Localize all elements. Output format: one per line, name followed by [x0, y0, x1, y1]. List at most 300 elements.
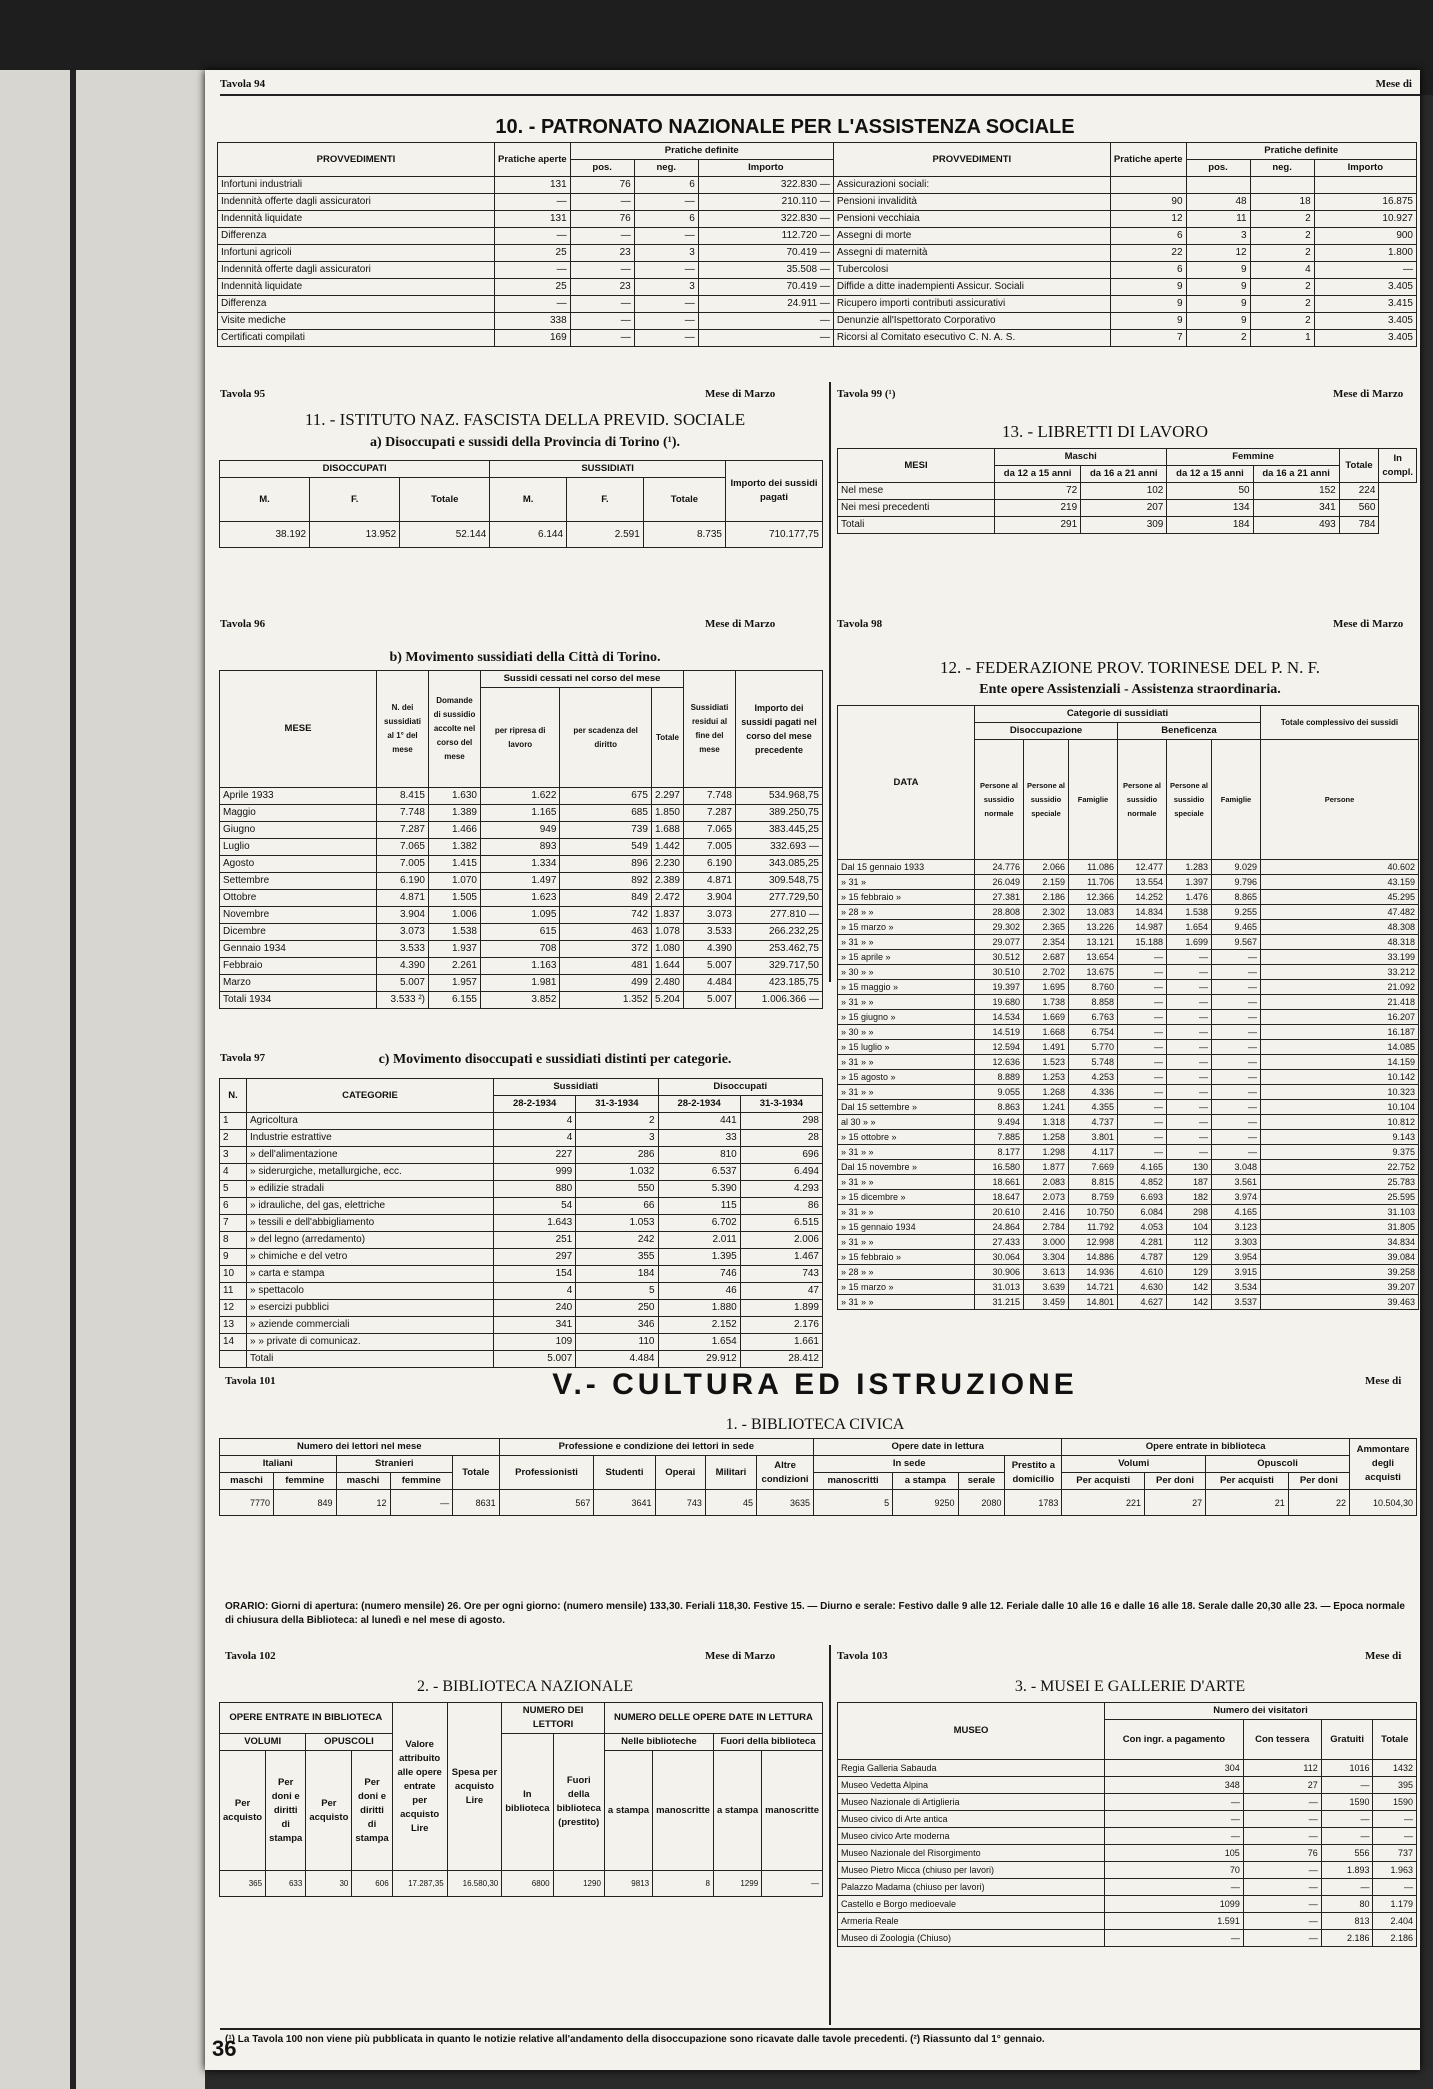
cell: 8.863: [975, 1100, 1024, 1115]
cell: 14: [220, 1334, 247, 1351]
table-row: [220, 856, 823, 873]
col-data: DATA: [838, 706, 975, 860]
col-museo: MUSEO: [838, 1703, 1105, 1760]
cell: 481: [560, 958, 652, 975]
cell: 2.083: [1024, 1175, 1069, 1190]
table-label-96: Tavola 96: [220, 618, 266, 630]
cell: Museo civico Arte moderna: [838, 1828, 1105, 1845]
cell: 9: [1186, 313, 1250, 330]
col-totale: Totale: [1373, 1720, 1417, 1760]
cell: 2.186: [1321, 1930, 1373, 1947]
cell: —: [1118, 1040, 1167, 1055]
cell: 1.643: [494, 1215, 576, 1232]
cell: » esercizi pubblici: [247, 1300, 494, 1317]
cell: 1016: [1321, 1760, 1373, 1777]
col-serale: serale: [958, 1473, 1005, 1490]
table-row: [220, 873, 823, 890]
table-row: [220, 522, 823, 548]
cell: —: [1212, 1055, 1261, 1070]
cell: Dal 15 gennaio 1933: [838, 860, 975, 875]
cell: 675: [560, 788, 652, 805]
col-famiglie: Famiglie: [1069, 740, 1118, 860]
cell: 54: [494, 1198, 576, 1215]
cell: 1299: [713, 1871, 761, 1897]
col-doni-o: Per doni e diritti di stampa: [352, 1751, 392, 1871]
table-11a-disoccupati: [219, 460, 823, 548]
cell: Maggio: [220, 805, 377, 822]
cell: 38.192: [220, 522, 310, 548]
cell: 2: [1250, 279, 1314, 296]
cell: 949: [481, 822, 560, 839]
cell: 250: [576, 1300, 658, 1317]
cell: 298: [740, 1113, 822, 1130]
cell: 14.519: [975, 1025, 1024, 1040]
col-f-2: F.: [567, 478, 644, 522]
table-row: [838, 1175, 1419, 1190]
cell: —: [1243, 1794, 1321, 1811]
cell: 5.770: [1069, 1040, 1118, 1055]
cell: 1.352: [560, 992, 652, 1009]
table-row: [220, 924, 823, 941]
table-row: [838, 1085, 1419, 1100]
col-m: M.: [220, 478, 310, 522]
cell: 900: [1314, 228, 1416, 245]
cell: 1590: [1373, 1794, 1417, 1811]
cell: 39.207: [1261, 1280, 1419, 1295]
cell: 3.303: [1212, 1235, 1261, 1250]
cell: 12: [1186, 245, 1250, 262]
col-militari: Militari: [705, 1456, 756, 1490]
cell: 3.048: [1212, 1160, 1261, 1175]
cell: 2: [1186, 330, 1250, 347]
cell: 1.179: [1373, 1896, 1417, 1913]
cell: 110: [576, 1334, 658, 1351]
col-persone-normale: Persone al sussidio normale: [975, 740, 1024, 860]
cell: —: [1118, 980, 1167, 995]
table-row: [220, 975, 823, 992]
cell: 1.053: [576, 1215, 658, 1232]
col-valore: Valore attribuito alle opere entrate per acquisto Lire: [392, 1703, 447, 1871]
table-row: [218, 313, 1417, 330]
cell: 266.232,25: [736, 924, 823, 941]
cell: —: [1373, 1828, 1417, 1845]
cell: 8: [220, 1232, 247, 1249]
cell: Gennaio 1934: [220, 941, 377, 958]
cell: 1.622: [481, 788, 560, 805]
table-row: [220, 907, 823, 924]
table-row: [838, 1235, 1419, 1250]
column-divider-2: [829, 1645, 831, 2025]
cell: 4.852: [1118, 1175, 1167, 1190]
table-10-patronato: [217, 142, 1417, 347]
cell: [1314, 177, 1416, 194]
cell: —: [1243, 1930, 1321, 1947]
cell: 2.297: [651, 788, 683, 805]
cell: [1250, 177, 1314, 194]
cell: 784: [1339, 517, 1379, 534]
table-row: [220, 1871, 823, 1897]
col-16-21-f: da 16 a 21 anni: [1253, 466, 1339, 483]
table-row: [838, 1160, 1419, 1175]
table-label-94: Tavola 94: [220, 78, 266, 90]
cell: 332.693 —: [736, 839, 823, 856]
table-row: [838, 1055, 1419, 1070]
cell: 9: [1186, 279, 1250, 296]
col-manoscritte-f: manoscritte: [762, 1751, 823, 1871]
cell: 12.998: [1069, 1235, 1118, 1250]
col-fuori: Fuori della biblioteca: [713, 1734, 822, 1751]
cell: 549: [560, 839, 652, 856]
col-in-biblioteca: In biblioteca: [502, 1734, 553, 1871]
cell: 2: [220, 1130, 247, 1147]
cell: 1.095: [481, 907, 560, 924]
cell: » edilizie stradali: [247, 1181, 494, 1198]
cell: —: [495, 296, 571, 313]
cell: 10.504,30: [1350, 1490, 1417, 1516]
cell: 10.142: [1261, 1070, 1419, 1085]
cell: » 30 » »: [838, 965, 975, 980]
page-number: 36: [212, 2036, 237, 2061]
table-row: [838, 1794, 1417, 1811]
cell: 47.482: [1261, 905, 1419, 920]
cell: —: [1243, 1862, 1321, 1879]
table-row: [220, 805, 823, 822]
table-biblioteca-nazionale: [219, 1702, 823, 1897]
cell: 2.302: [1024, 905, 1069, 920]
cell: 1.006: [429, 907, 481, 924]
cell: 329.717,50: [736, 958, 823, 975]
cell: —: [634, 194, 698, 211]
col-data-3: 28-2-1934: [658, 1096, 740, 1113]
table-row: [838, 517, 1417, 534]
table-row: [838, 860, 1419, 875]
cell: 298: [1167, 1205, 1212, 1220]
cell: 253.462,75: [736, 941, 823, 958]
cell: —: [1105, 1879, 1244, 1896]
cell: 3.852: [481, 992, 560, 1009]
col-maschi: Maschi: [995, 449, 1167, 466]
cell: 227: [494, 1147, 576, 1164]
cell: 30: [306, 1871, 352, 1897]
table-row: [838, 1930, 1417, 1947]
cell: 4.165: [1212, 1205, 1261, 1220]
cell: 28.808: [975, 905, 1024, 920]
cell: 4.871: [684, 873, 736, 890]
cell: 14.936: [1069, 1265, 1118, 1280]
cell: Indennità offerte dagli assicuratori: [218, 194, 495, 211]
cell: 2: [1250, 245, 1314, 262]
cell: » 31 » »: [838, 1055, 975, 1070]
col-importo: Importo: [698, 160, 833, 177]
cell: 26.049: [975, 875, 1024, 890]
cell: 1.070: [429, 873, 481, 890]
table-row: [220, 1490, 1417, 1516]
cell: Settembre: [220, 873, 377, 890]
cell: Ricupero importi contributi assicurativi: [833, 296, 1110, 313]
cell: 3.415: [1314, 296, 1416, 313]
cell: 35.508 —: [698, 262, 833, 279]
cell: —: [1118, 1085, 1167, 1100]
table-10-body: [218, 177, 1417, 347]
col-italiani: Italiani: [220, 1456, 337, 1473]
table-row: [220, 1351, 823, 1368]
cell: 1.899: [740, 1300, 822, 1317]
cell: 355: [576, 1249, 658, 1266]
cell: 2.687: [1024, 950, 1069, 965]
table-musei: [837, 1702, 1417, 1947]
column-divider: [829, 382, 831, 982]
cell: Totali 1934: [220, 992, 377, 1009]
cell: —: [1243, 1879, 1321, 1896]
col-studenti: Studenti: [594, 1456, 655, 1490]
table-row: [220, 1334, 823, 1351]
cell: 1.981: [481, 975, 560, 992]
table-row: [838, 1777, 1417, 1794]
table-row: [220, 822, 823, 839]
cell: —: [1314, 262, 1416, 279]
cell: 1.389: [429, 805, 481, 822]
cell: —: [570, 228, 634, 245]
cell: 1590: [1321, 1794, 1373, 1811]
cell: 3.954: [1212, 1250, 1261, 1265]
table-row: [838, 1845, 1417, 1862]
cell: 48: [1186, 194, 1250, 211]
col-persone: Persone: [1261, 740, 1419, 860]
cell: 3: [220, 1147, 247, 1164]
cell: Dal 15 settembre »: [838, 1100, 975, 1115]
cell: —: [1167, 1085, 1212, 1100]
cell: [1186, 177, 1250, 194]
col-maschi-s: maschi: [336, 1473, 390, 1490]
cell: 27.381: [975, 890, 1024, 905]
table-11c-subtitle: c) Movimento disoccupati e sussidiati distinti per categorie.: [378, 1052, 732, 1067]
biblioteca-nazionale-title: 2. - BIBLIOTECA NAZIONALE: [417, 1678, 633, 1695]
cell: 14.886: [1069, 1250, 1118, 1265]
cell: —: [1167, 980, 1212, 995]
cell: 14.534: [975, 1010, 1024, 1025]
cell: 423.185,75: [736, 975, 823, 992]
cell: 4: [494, 1283, 576, 1300]
cell: 1.080: [651, 941, 683, 958]
col-opere-lettura: NUMERO DELLE OPERE DATE IN LETTURA: [604, 1703, 822, 1734]
cell: 240: [494, 1300, 576, 1317]
cell: 1.241: [1024, 1100, 1069, 1115]
cell: Agosto: [220, 856, 377, 873]
cell: 16.187: [1261, 1025, 1419, 1040]
cell: 11.706: [1069, 875, 1118, 890]
cell: 5.390: [658, 1181, 740, 1198]
cell: 8.865: [1212, 890, 1261, 905]
cell: —: [634, 313, 698, 330]
cell: 29.077: [975, 935, 1024, 950]
col-data-4: 31-3-1934: [740, 1096, 822, 1113]
cell: —: [698, 313, 833, 330]
cell: Museo Pietro Micca (chiuso per lavori): [838, 1862, 1105, 1879]
cell: 31.805: [1261, 1220, 1419, 1235]
cell: 1.963: [1373, 1862, 1417, 1879]
table-12-subtitle: Ente opere Assistenziali - Assistenza straordinaria.: [979, 682, 1281, 697]
col-fuori-prestito: Fuori della biblioteca (prestito): [553, 1734, 604, 1871]
cell: 34.834: [1261, 1235, 1419, 1250]
cell: [220, 1351, 247, 1368]
cell: 1.006.366 —: [736, 992, 823, 1009]
cell: —: [634, 262, 698, 279]
cell: 2: [576, 1113, 658, 1130]
cell: 7.005: [684, 839, 736, 856]
cell: 9250: [893, 1490, 958, 1516]
cell: 3.533: [377, 941, 429, 958]
cell: 4.630: [1118, 1280, 1167, 1295]
cell: 6.084: [1118, 1205, 1167, 1220]
cell: 4.390: [684, 941, 736, 958]
cell: 6: [1110, 228, 1186, 245]
col-spesa: Spesa per acquisto Lire: [447, 1703, 502, 1871]
cell: 27: [1145, 1490, 1206, 1516]
cell: 3.915: [1212, 1265, 1261, 1280]
cell: —: [1212, 1025, 1261, 1040]
cell: —: [1167, 965, 1212, 980]
cell: 4.165: [1118, 1160, 1167, 1175]
cell: » 31 » »: [838, 995, 975, 1010]
cell: 4.117: [1069, 1145, 1118, 1160]
cell: 224: [1339, 483, 1379, 500]
section-v-title: V.- CULTURA ED ISTRUZIONE: [552, 1368, 1078, 1401]
cell: 9: [1186, 296, 1250, 313]
cell: 12: [1110, 211, 1186, 228]
cell: 2: [1250, 313, 1314, 330]
col-pos: pos.: [570, 160, 634, 177]
col-definite-2: Pratiche definite: [1186, 143, 1416, 160]
cell: 5: [814, 1490, 893, 1516]
cell: —: [1243, 1811, 1321, 1828]
cell: 4.787: [1118, 1250, 1167, 1265]
table-musei-body: [838, 1760, 1417, 1947]
col-femmine-s: femmine: [390, 1473, 453, 1490]
cell: 2.416: [1024, 1205, 1069, 1220]
cell: 8.858: [1069, 995, 1118, 1010]
cell: 7.748: [684, 788, 736, 805]
cell: Assegni di morte: [833, 228, 1110, 245]
cell: —: [570, 313, 634, 330]
cell: 5.007: [377, 975, 429, 992]
cell: » 31 » »: [838, 1295, 975, 1310]
cell: 1.382: [429, 839, 481, 856]
cell: 134: [1167, 500, 1253, 517]
cell: 4.336: [1069, 1085, 1118, 1100]
cell: 6.537: [658, 1164, 740, 1181]
table-row: [220, 992, 823, 1009]
cell: 3: [634, 245, 698, 262]
cell: Febbraio: [220, 958, 377, 975]
cell: 10.750: [1069, 1205, 1118, 1220]
cell: 6: [220, 1198, 247, 1215]
table-11c-body: [220, 1113, 823, 1368]
cell: 50: [1167, 483, 1253, 500]
bottom-rule: [220, 2028, 1420, 2030]
cell: 10.927: [1314, 211, 1416, 228]
col-importo-2: Importo: [1314, 160, 1416, 177]
col-categorie: CATEGORIE: [247, 1079, 494, 1113]
cell: 3: [576, 1130, 658, 1147]
cell: Differenza: [218, 228, 495, 245]
cell: 1.654: [1167, 920, 1212, 935]
cell: —: [1212, 1010, 1261, 1025]
cell: » siderurgiche, metallurgiche, ecc.: [247, 1164, 494, 1181]
cell: Indennità liquidate: [218, 211, 495, 228]
cell: 2.784: [1024, 1220, 1069, 1235]
cell: 615: [481, 924, 560, 941]
table-row: [220, 839, 823, 856]
cell: 46: [658, 1283, 740, 1300]
cell: —: [1118, 1130, 1167, 1145]
cell: 7770: [220, 1490, 274, 1516]
cell: 1.591: [1105, 1913, 1244, 1930]
cell: 3.904: [684, 890, 736, 907]
cell: 4.737: [1069, 1115, 1118, 1130]
col-pos-2: pos.: [1186, 160, 1250, 177]
cell: 45.295: [1261, 890, 1419, 905]
cell: 112.720 —: [698, 228, 833, 245]
cell: 6.155: [429, 992, 481, 1009]
col-scadenza-diritto: per scadenza del diritto: [560, 688, 652, 788]
cell: 3.561: [1212, 1175, 1261, 1190]
table-row: [218, 194, 1417, 211]
cell: 2.404: [1373, 1913, 1417, 1930]
col-doni-o: Per doni: [1288, 1473, 1349, 1490]
cell: 27: [1243, 1777, 1321, 1794]
table-95-month: Mese di Marzo: [705, 388, 776, 400]
cell: 10.323: [1261, 1085, 1419, 1100]
cell: 9.494: [975, 1115, 1024, 1130]
cell: 4: [494, 1130, 576, 1147]
col-importo-sussidi: Importo dei sussidi pagati: [726, 461, 823, 522]
cell: 4.627: [1118, 1295, 1167, 1310]
col-sussidiati: SUSSIDIATI: [490, 461, 726, 478]
col-acquisto-o: Per acquisto: [306, 1751, 352, 1871]
col-professionisti: Professionisti: [499, 1456, 594, 1490]
col-opere-entrate: Opere entrate in biblioteca: [1062, 1439, 1350, 1456]
cell: 8.759: [1069, 1190, 1118, 1205]
cell: 6.754: [1069, 1025, 1118, 1040]
cell: 31.103: [1261, 1205, 1419, 1220]
table-row: [220, 1266, 823, 1283]
cell: —: [1167, 1040, 1212, 1055]
cell: 48.318: [1261, 935, 1419, 950]
cell: 3.000: [1024, 1235, 1069, 1250]
cell: » 15 giugno »: [838, 1010, 975, 1025]
cell: —: [1212, 950, 1261, 965]
cell: 606: [352, 1871, 392, 1897]
cell: —: [1212, 995, 1261, 1010]
cell: 309.548,75: [736, 873, 823, 890]
cell: 7.005: [377, 856, 429, 873]
cell: 22: [1110, 245, 1186, 262]
cell: 112: [1167, 1235, 1212, 1250]
cell: —: [1118, 1010, 1167, 1025]
cell: 560: [1339, 500, 1379, 517]
cell: —: [1167, 950, 1212, 965]
cell: Assicurazioni sociali:: [833, 177, 1110, 194]
cell: 892: [560, 873, 652, 890]
table-11c-categorie: [219, 1078, 823, 1368]
table-12-title: 12. - FEDERAZIONE PROV. TORINESE DEL P. N. F.: [939, 658, 1321, 677]
cell: 1.880: [658, 1300, 740, 1317]
col-m-2: M.: [490, 478, 567, 522]
cell: 5: [576, 1283, 658, 1300]
month-label: Mese di: [1375, 78, 1412, 90]
cell: —: [570, 262, 634, 279]
table-11-title: 11. - ISTITUTO NAZ. FASCISTA DELLA PREVID. SOCIALE: [304, 410, 746, 429]
